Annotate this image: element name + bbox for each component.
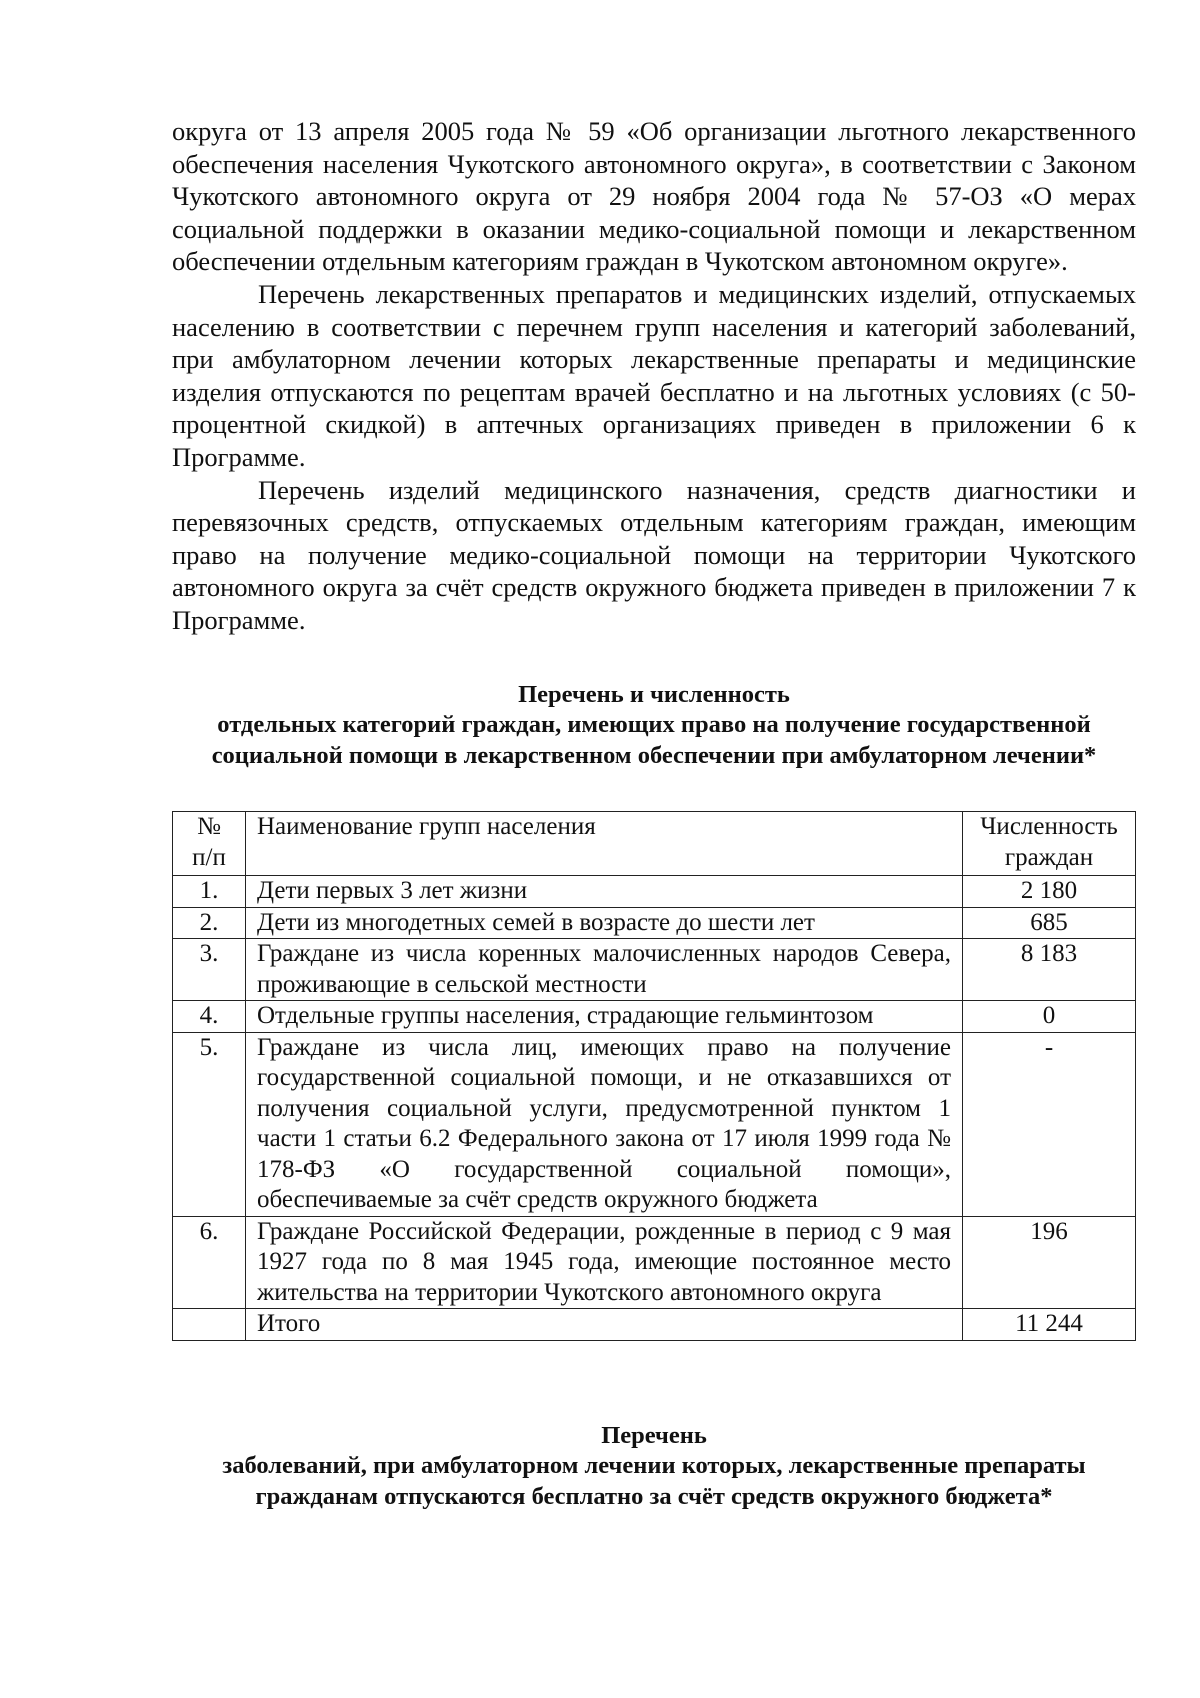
table-row — [173, 1032, 1136, 1216]
table-header-row — [173, 812, 1136, 876]
table-total-row — [173, 1309, 1136, 1341]
header-text: п/п — [192, 843, 226, 871]
row-count: 2 180 — [963, 876, 1136, 908]
table-row — [173, 939, 1136, 1001]
document-page — [172, 115, 1136, 1512]
section-title-line: заболеваний, при амбулаторном лечении которых, лекарственные препараты — [222, 1452, 1086, 1479]
section-title-line: гражданам отпускаются бесплатно за счёт средств окружного бюджета* — [255, 1482, 1053, 1510]
section-title-line: Перечень — [601, 1421, 707, 1449]
total-label: Итого — [246, 1309, 963, 1341]
table-row — [173, 907, 1136, 939]
row-number: 4. — [173, 1001, 246, 1033]
header-text: Численность — [980, 813, 1118, 840]
total-count: 11 244 — [963, 1309, 1136, 1341]
section-title-citizen-categories — [172, 680, 1136, 772]
section-title-line: социальной помощи в лекарственном обеспечении при амбулаторном лечении* — [211, 741, 1097, 769]
section-title-line: отдельных категорий граждан, имеющих право на получение государственной — [217, 711, 1091, 738]
row-count: 196 — [963, 1216, 1136, 1309]
table-row — [173, 1001, 1136, 1033]
row-group-name: Дети первых 3 лет жизни — [246, 876, 963, 908]
row-group-name: Граждане Российской Федерации, рожденные в период с 9 мая 1927 года по 8 мая 1945 года, имеющие постоянное место жительства на территории Чукотского автономного округа — [246, 1216, 963, 1309]
row-number: 5. — [173, 1032, 246, 1216]
row-count: - — [963, 1032, 1136, 1216]
header-cell-group-name: Наименование групп населения — [246, 812, 963, 876]
table-row — [173, 876, 1136, 908]
header-text: граждан — [1004, 843, 1094, 871]
row-group-name: Граждане из числа коренных малочисленных народов Севера, проживающие в сельской местности — [246, 939, 963, 1001]
population-groups-table — [172, 811, 1136, 1341]
total-number — [173, 1309, 246, 1341]
row-number: 2. — [173, 907, 246, 939]
intro-paragraph-2: Перечень лекарственных препаратов и медицинских изделий, отпускаемых населению в соответствии с перечнем групп населения и категорий заболеваний, при амбулаторном лечении которых лекарственные препараты и медицинские изделия отпускаются по рецептам врачей бесплатно и на льготных условиях (с 50-процентной скидкой) в аптечных организациях приведен в приложении 6 к Программе. — [172, 278, 1136, 472]
section-title-diseases — [172, 1421, 1136, 1513]
intro-paragraph-1: округа от 13 апреля 2005 года № 59 «Об организации льготного лекарственного обеспечения населения Чукотского автономного округа», в соответствии с Законом Чукотского автономного округа от 29 ноября 2004 года № 57-ОЗ «О мерах социальной поддержки в оказании медико-социальной помощи и лекарственном обеспечении отдельным категориям граждан в Чукотском автономном округе». — [172, 116, 1136, 277]
row-number: 3. — [173, 939, 246, 1001]
intro-paragraph-3: Перечень изделий медицинского назначения, средств диагностики и перевязочных средств, отпускаемых отдельным категориям граждан, имеющим право на получение медико-социальной помощи на территории Чукотского автономного округа за счёт средств окружного бюджета приведен в приложении 7 к Программе. — [172, 474, 1136, 635]
row-count: 0 — [963, 1001, 1136, 1033]
row-number: 1. — [173, 876, 246, 908]
row-group-name: Дети из многодетных семей в возрасте до шести лет — [246, 907, 963, 939]
row-count: 685 — [963, 907, 1136, 939]
table-row — [173, 1216, 1136, 1309]
header-cell-count — [963, 812, 1136, 876]
row-count: 8 183 — [963, 939, 1136, 1001]
header-cell-number — [173, 812, 246, 876]
header-text: № — [197, 813, 221, 840]
row-group-name: Отдельные группы населения, страдающие гельминтозом — [246, 1001, 963, 1033]
row-group-name: Граждане из числа лиц, имеющих право на получение государственной социальной помощи, и не отказавшихся от получения социальной услуги, предусмотренной пунктом 1 части 1 статьи 6.2 Федерального закона от 17 июля 1999 года № 178-ФЗ «О государственной социальной помощи», обеспечиваемые за счёт средств окружного бюджета — [246, 1032, 963, 1216]
section-title-line: Перечень и численность — [518, 680, 790, 708]
row-number: 6. — [173, 1216, 246, 1309]
